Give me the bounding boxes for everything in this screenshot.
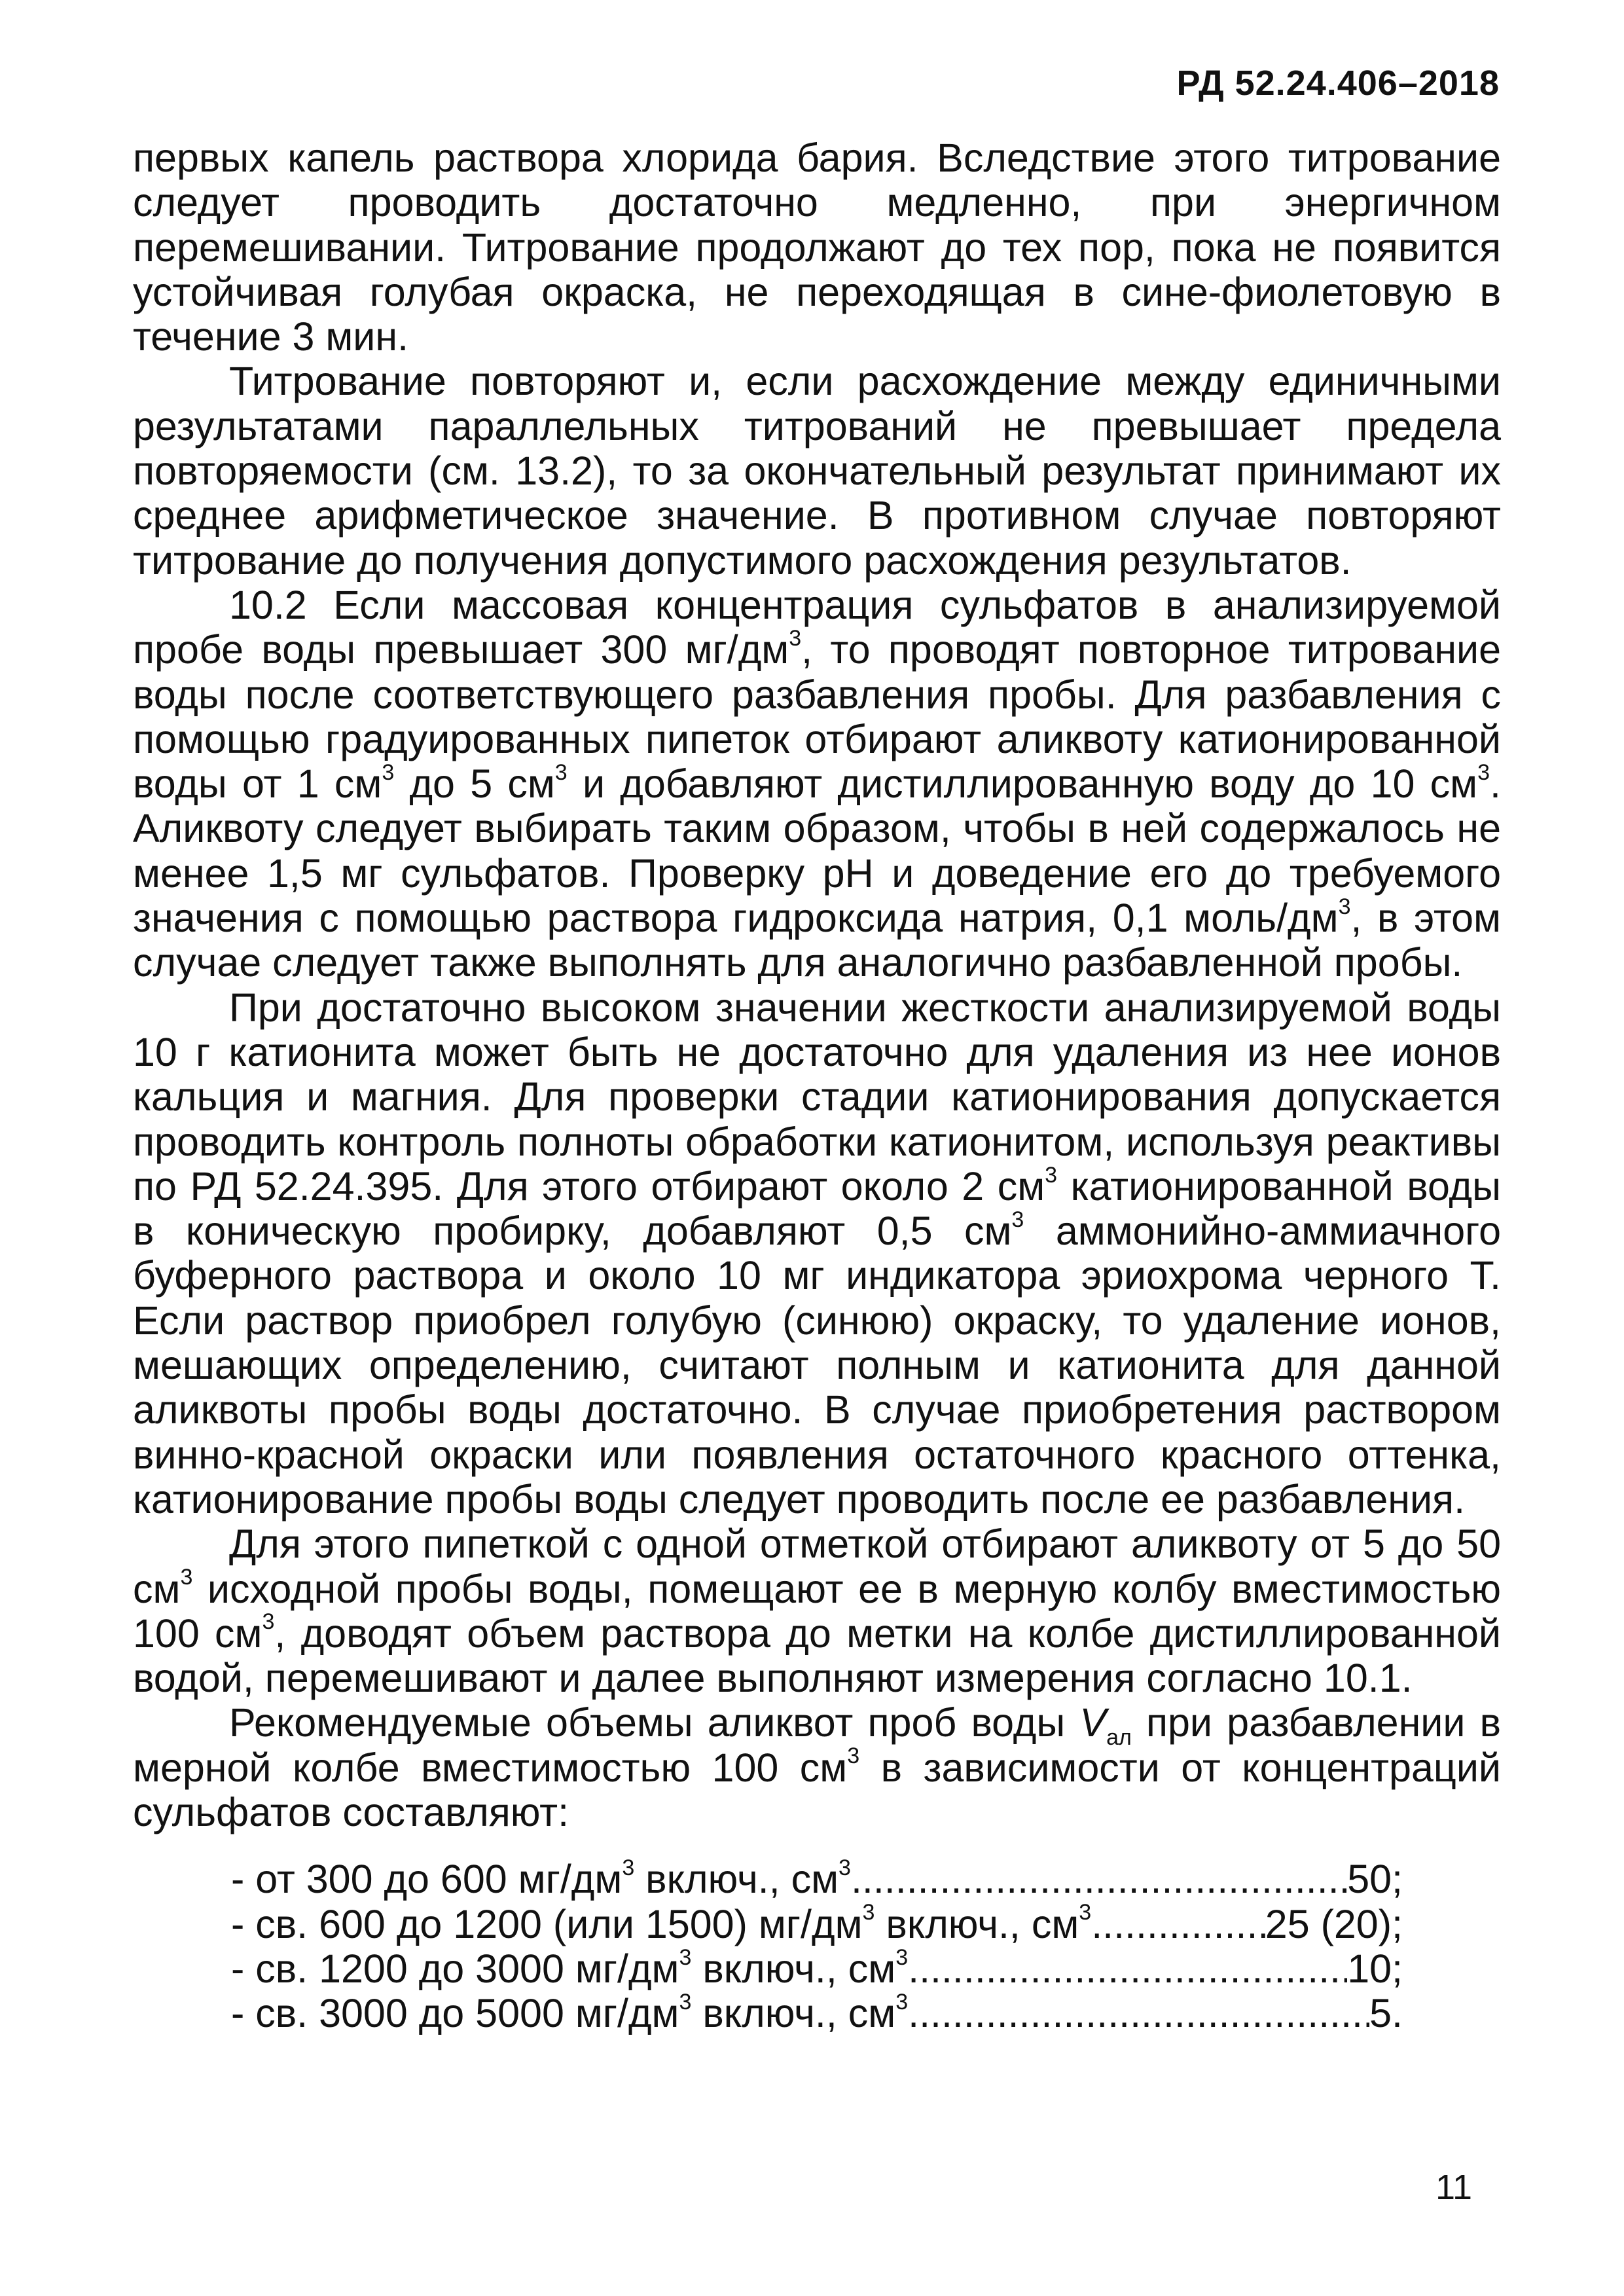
paragraph-5: Для этого пипеткой с одной отметкой отбирают аликвоту от 5 до 50 $см^3$ исходной пробы воды, помещают ее в мерную колбу вместимостью 100 $см^3$, доводят объем раствора до метки на колбе дистиллированной водой, перемешивают и далее выполняют измерения согласно 10.1. [133,1522,1501,1701]
paragraph-6: Рекомендуемые объемы аликвот проб воды $V_{ал}$ при разбавлении в мерной колбе вместимостью 100 $см^3$ в зависимости от концентраций сульфатов составляют: [133,1700,1501,1834]
document-code: РД 52.24.406–2018 [1176,64,1500,103]
dot-leader [1091,1902,1265,1946]
dot-leader [908,1991,1369,2035]
aliquot-volume-list [133,1857,1403,2035]
paragraph-4: При достаточно высоком значении жесткости анализируемой воды 10 г катионита может быть не достаточно для удаления из нее ионов кальция и магния. Для проверки стадии катионирования допускается проводить контроль полноты обработки катионитом, используя реактивы по РД 52.24.395. Для этого отбирают около 2 $см^3$ катионированной воды в коническую пробирку, добавляют 0,5 $см^3$ аммонийно-аммиачного буферного раствора и около 10 мг индикатора эриохрома черного Т. Если раствор приобрел голубую (синюю) окраску, то удаление ионов, мешающих определению, считают полным и катионита для данной аликвоты пробы воды достаточно. В случае приобретения раствором винно-красной окраски или появления остаточного красного оттенка, катионирование пробы воды следует проводить после ее разбавления. [133,985,1501,1522]
paragraph-2: Титрование повторяют и, если расхождение между единичными результатами параллельных титрований не превышает предела повторяемости (см. 13.2), то за окончательный результат принимают их среднее арифметическое значение. В противном случае повторяют титрование до получения допустимого расхождения результатов. [133,359,1501,583]
dot-leader [908,1946,1347,1991]
list-item: - св. 600 до 1200 (или 1500) $мг/дм^3$ включ., $см^3$ ..... 25 (20); [231,1902,1403,1946]
paragraph-1: первых капель раствора хлорида бария. Вследствие этого титрование следует проводить достаточно медленно, при энергичном перемешивании. Титрование продолжают до тех пор, пока не появится устойчивая голубая окраска, не переходящая в сине-фиолетовую в течение 3 мин. [133,136,1501,359]
page-number: 11 [1435,2168,1472,2207]
list-item: - св. 3000 до 5000 $мг/дм^3$ включ., $см^3$ ..... 5. [231,1991,1403,2035]
paragraph-3: 10.2 Если массовая концентрация сульфатов в анализируемой пробе воды превышает 300 $мг/дм^3$, то проводят повторное титрование воды после соответствующего разбавления пробы. Для разбавления с помощью градуированных пипеток отбирают аликвоту катионированной воды от 1 $см^3$ до 5 $см^3$ и добавляют дистиллированную воду до 10 $см^3$. Аликвоту следует выбирать таким образом, чтобы в ней содержалось не менее 1,5 мг сульфатов. Проверку pH и доведение его до требуемого значения с помощью раствора гидроксида натрия, 0,1 моль/$дм^3$, в этом случае следует также выполнять для аналогично разбавленной пробы. [133,582,1502,985]
page-body [133,136,1501,2035]
dot-leader [851,1857,1347,1901]
list-item: - св. 1200 до 3000 $мг/дм^3$ включ., $см^3$ ..... 10; [231,1946,1403,1991]
list-item: - от 300 до 600 $мг/дм^3$ включ., $см^3$ ..... 50; [231,1857,1403,1901]
